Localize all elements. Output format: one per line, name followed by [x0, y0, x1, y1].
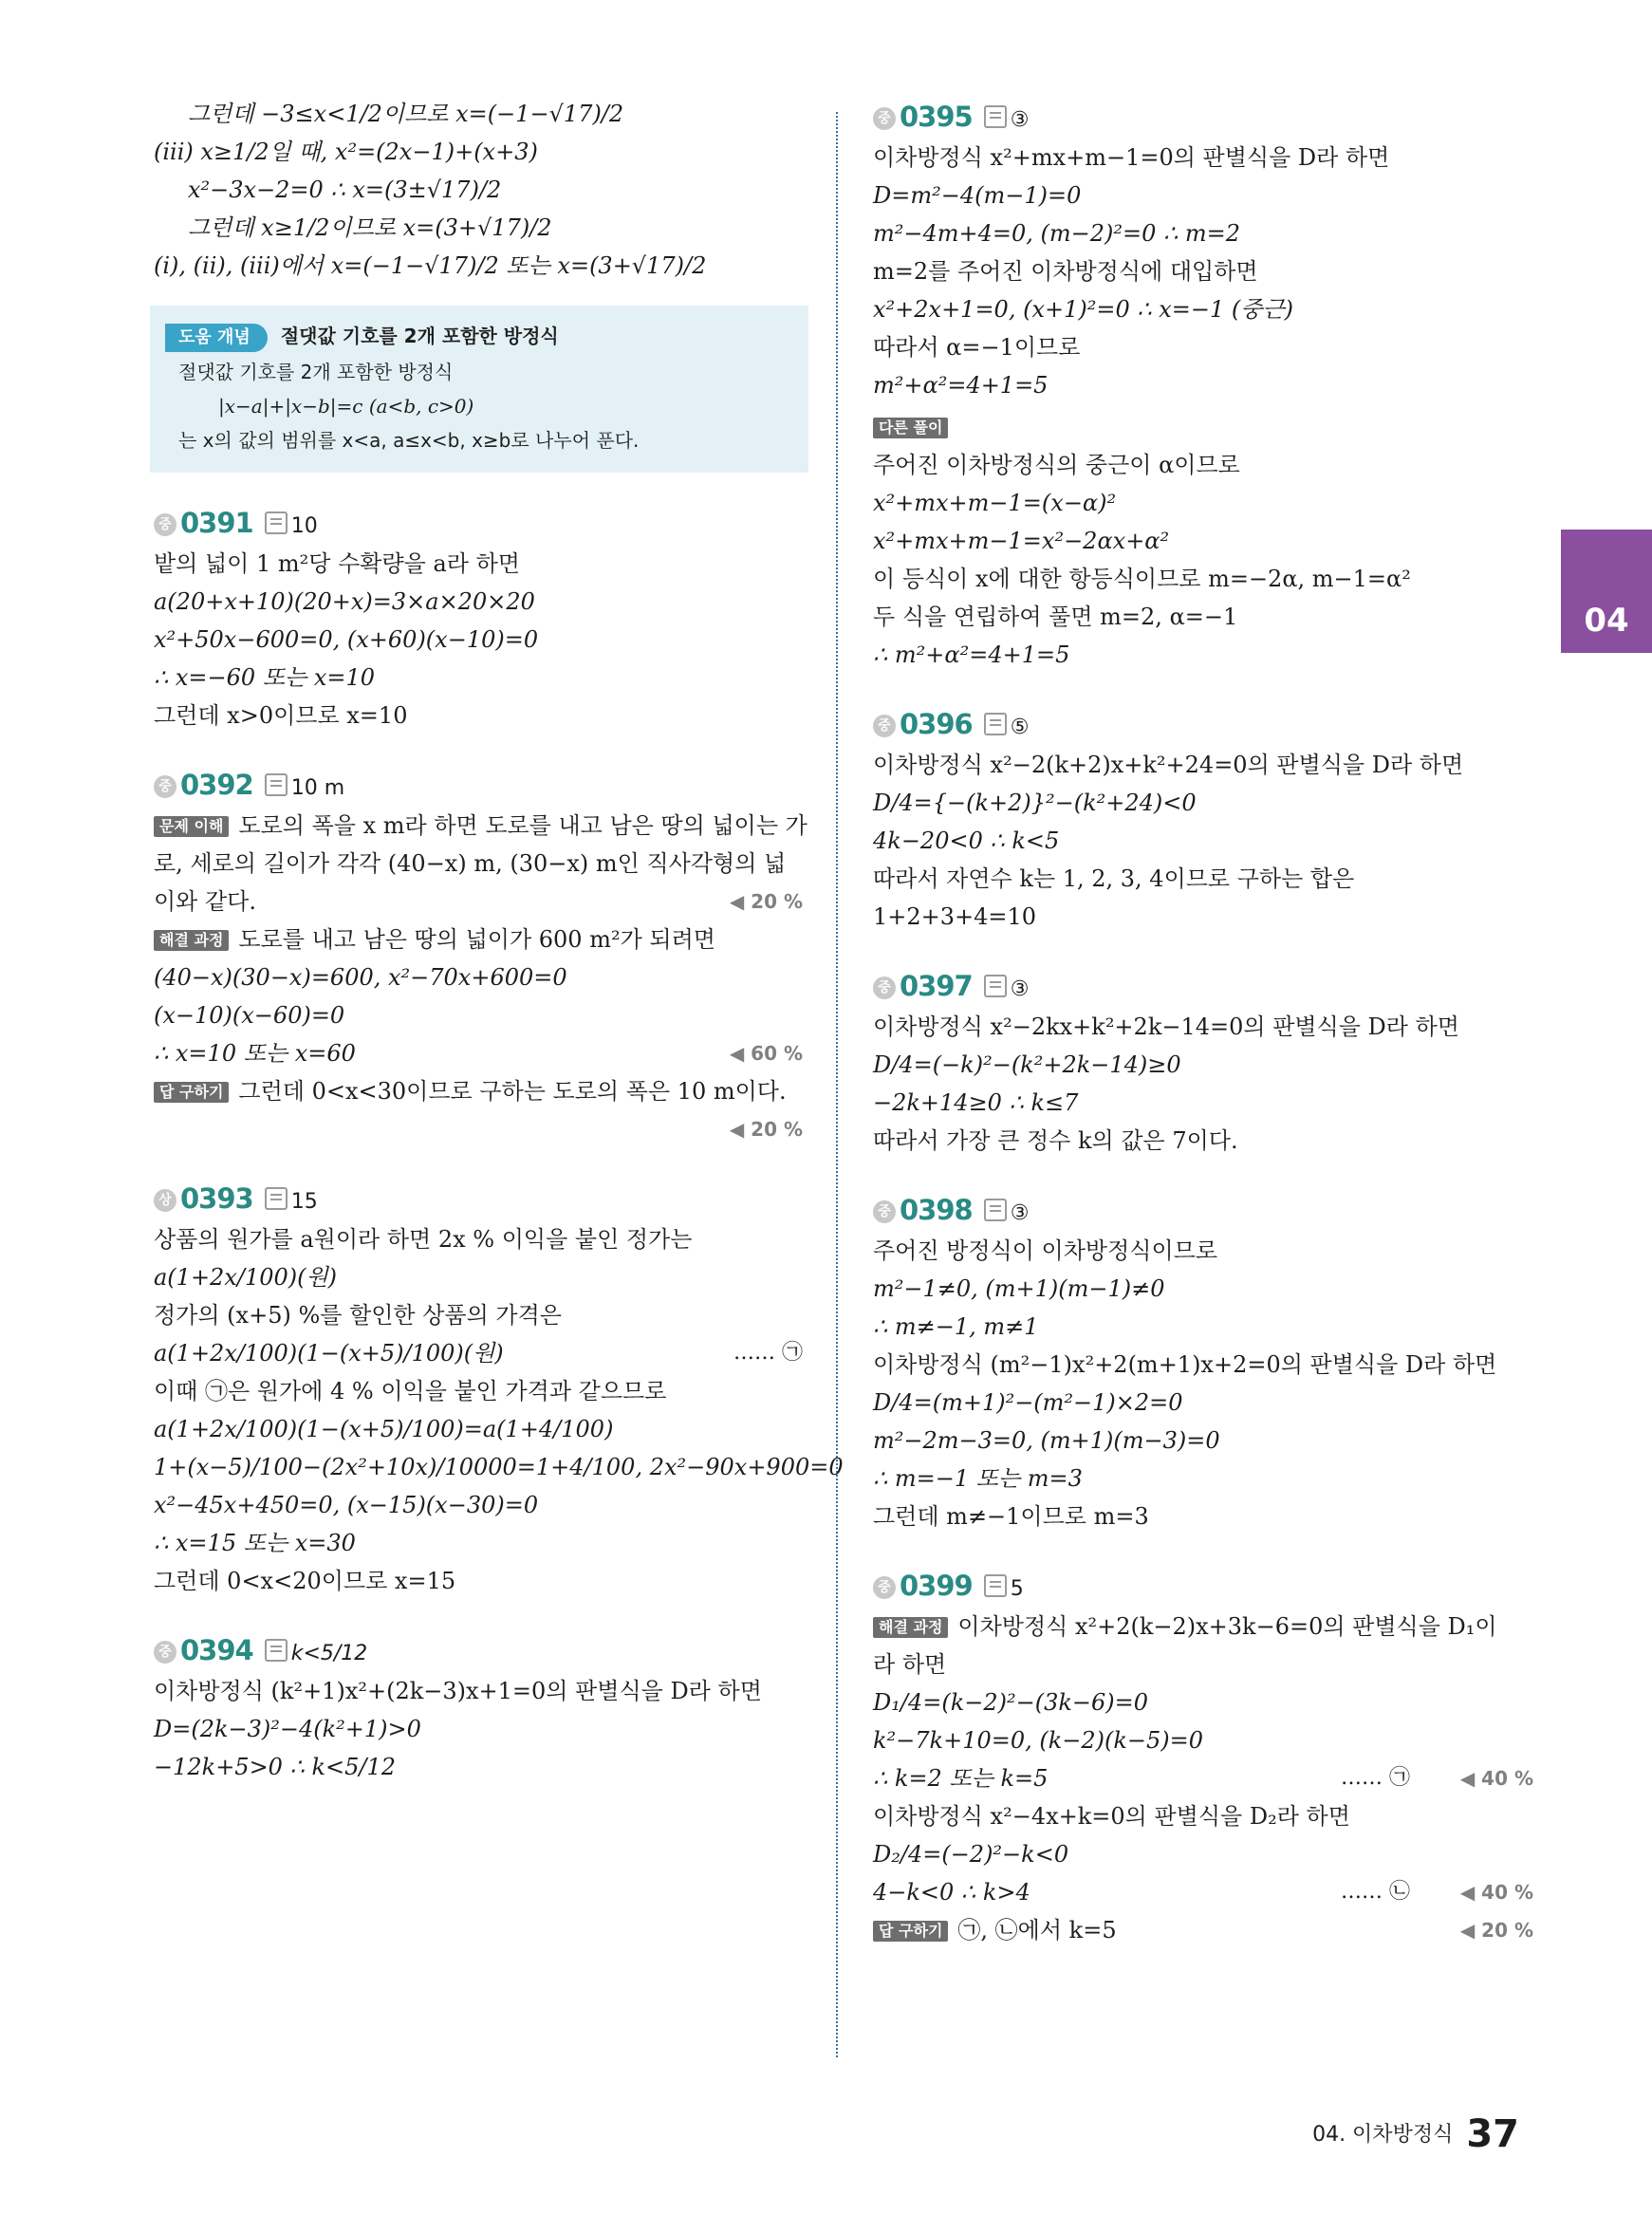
solution-line: (x−10)(x−60)=0: [154, 1002, 345, 1029]
step-tag: 해결 과정: [154, 930, 229, 951]
question-header: [873, 964, 1537, 1008]
question-number: 0396: [900, 708, 973, 740]
solution-line: 따라서 α=−1이므로: [873, 334, 1081, 361]
answer-value: k<5/12: [290, 1642, 368, 1665]
solution-line: 주어진 이차방정식의 중근이 α이므로: [873, 452, 1240, 478]
solution-line: 따라서 가장 큰 정수 k의 값은 7이다.: [873, 1127, 1238, 1154]
question-number: 0397: [900, 970, 973, 1002]
answer-icon: [984, 1574, 1007, 1597]
level-badge: 중: [154, 513, 176, 536]
chapter-tab-label: 04: [1584, 602, 1629, 640]
score-percent: ◀ 20 %: [729, 890, 803, 913]
answer-icon: [265, 1639, 288, 1662]
solution-line: ∴ m²+α²=4+1=5: [873, 642, 1070, 668]
intro-line: 그런데 x≥1/2이므로 x=(3+√17)/2: [188, 214, 552, 241]
solution-line: D/4=(m+1)²−(m²−1)×2=0: [873, 1389, 1183, 1416]
help-box-line: 는 x의 값의 범위를 x<a, a≤x<b, x≥b로 나누어 푼다.: [178, 429, 640, 452]
answer-value: ③: [1010, 977, 1030, 1001]
question-header: [154, 763, 807, 807]
level-badge: 중: [873, 107, 896, 130]
question-header: [154, 1628, 807, 1672]
solution-line: m²−1≠0, (m+1)(m−1)≠0: [873, 1275, 1165, 1302]
solution-line: m²+α²=4+1=5: [873, 372, 1049, 399]
solution-line: x²+50x−600=0, (x+60)(x−10)=0: [154, 626, 539, 653]
question-number: 0398: [900, 1194, 973, 1226]
column-divider: [836, 112, 838, 2057]
answer-value: 15: [290, 1190, 318, 1214]
solution-line: D/4=(−k)²−(k²+2k−14)≥0: [873, 1051, 1181, 1078]
answer-icon: [984, 713, 1007, 735]
equation-marker: …… ㉡: [1341, 1880, 1410, 1904]
solution-line: 이차방정식 x²−2kx+k²+2k−14=0의 판별식을 D라 하면: [873, 1014, 1459, 1040]
step-tag: 해결 과정: [873, 1617, 948, 1638]
level-badge: 중: [873, 976, 896, 999]
help-box: [150, 306, 808, 473]
score-percent: ◀ 40 %: [1459, 1767, 1533, 1790]
question-header: [873, 95, 1537, 139]
step-tag: 답 구하기: [154, 1082, 229, 1103]
level-badge: 상: [154, 1189, 176, 1212]
solution-line: 1+2+3+4=10: [873, 903, 1037, 930]
level-badge: 중: [873, 715, 896, 737]
level-badge: 중: [154, 1641, 176, 1664]
help-box-tag: 도움 개념: [165, 324, 268, 352]
solution-line: ∴ x=10 또는 x=60: [154, 1040, 356, 1067]
solution-line: m²−4m+4=0, (m−2)²=0 ∴ m=2: [873, 220, 1241, 247]
help-box-header: [165, 317, 789, 355]
intro-line: (iii) x≥1/2일 때, x²=(2x−1)+(x+3): [154, 139, 538, 165]
score-percent: ◀ 20 %: [729, 1118, 803, 1141]
question-number: 0394: [180, 1634, 253, 1666]
solution-line: D=(2k−3)²−4(k²+1)>0: [154, 1716, 421, 1742]
solution-line: x²+mx+m−1=x²−2αx+α²: [873, 528, 1170, 554]
alt-solution-tag: 다른 풀이: [873, 418, 948, 438]
solution-line: a(20+x+10)(20+x)=3×a×20×20: [154, 588, 535, 615]
answer-icon: [984, 105, 1007, 128]
solution-line: 이차방정식 x²+2(k−2)x+3k−6=0의 판별식을 D₁이: [957, 1613, 1497, 1640]
solution-line: 정가의 (x+5) %를 할인한 상품의 가격은: [154, 1302, 562, 1329]
solution-line: 4k−20<0 ∴ k<5: [873, 828, 1060, 854]
score-percent: ◀ 40 %: [1459, 1881, 1533, 1904]
level-badge: 중: [873, 1576, 896, 1599]
question-number: 0393: [180, 1182, 253, 1215]
help-box-title: 절댓값 기호를 2개 포함한 방정식: [280, 325, 559, 347]
solution-line: a(1+2x/100)(원): [154, 1264, 338, 1291]
question-header: [154, 1177, 807, 1220]
answer-icon: [984, 1199, 1007, 1221]
solution-line: 라 하면: [873, 1651, 947, 1678]
help-box-line: |x−a|+|x−b|=c (a<b, c>0): [218, 395, 474, 418]
solution-line: 이차방정식 (k²+1)x²+(2k−3)x+1=0의 판별식을 D라 하면: [154, 1678, 762, 1704]
intro-line: (i), (ii), (iii)에서 x=(−1−√17)/2 또는 x=(3+√17)/2: [154, 252, 707, 279]
chapter-tab[interactable]: [1561, 530, 1652, 653]
solution-line: 4−k<0 ∴ k>4: [873, 1879, 1030, 1906]
equation-marker: …… ㉠: [1341, 1766, 1410, 1790]
solution-line: 밭의 넓이 1 m²당 수확량을 a라 하면: [154, 550, 520, 577]
score-percent: ◀ 20 %: [1459, 1919, 1533, 1942]
solution-line: D/4={−(k+2)}²−(k²+24)<0: [873, 790, 1197, 816]
question-number: 0395: [900, 101, 973, 133]
question-header: [154, 501, 807, 545]
step-tag: 답 구하기: [873, 1921, 948, 1942]
solution-line: 로, 세로의 길이가 각각 (40−x) m, (30−x) m인 직사각형의 넓: [154, 850, 787, 877]
solution-line: 주어진 방정식이 이차방정식이므로: [873, 1237, 1218, 1264]
answer-icon: [984, 975, 1007, 997]
solution-line: 이 등식이 x에 대한 항등식이므로 m=−2α, m−1=α²: [873, 566, 1411, 592]
step-tag: 문제 이해: [154, 816, 229, 837]
left-column: [154, 95, 844, 1786]
level-badge: 중: [154, 775, 176, 798]
answer-icon: [265, 1187, 288, 1210]
answer-icon: [265, 773, 288, 796]
solution-line: ㉠, ㉡에서 k=5: [957, 1917, 1117, 1943]
solution-line: −12k+5>0 ∴ k<5/12: [154, 1754, 397, 1780]
answer-value: 10: [290, 514, 318, 538]
solution-line: x²+mx+m−1=(x−α)²: [873, 490, 1117, 516]
solution-line: m=2를 주어진 이차방정식에 대입하면: [873, 258, 1258, 285]
answer-icon: [265, 511, 288, 534]
solution-line: 상품의 원가를 a원이라 하면 2x % 이익을 붙인 정가는: [154, 1226, 693, 1253]
answer-value: ③: [1010, 1201, 1030, 1225]
solution-line: (40−x)(30−x)=600, x²−70x+600=0: [154, 964, 567, 991]
score-percent: ◀ 60 %: [729, 1042, 803, 1065]
solution-line: 1+(x−5)/100−(2x²+10x)/10000=1+4/100, 2x²−90x+900=0: [154, 1454, 844, 1480]
help-box-line: 절댓값 기호를 2개 포함한 방정식: [178, 361, 454, 383]
solution-line: 그런데 m≠−1이므로 m=3: [873, 1503, 1149, 1530]
page-footer: [1312, 2112, 1519, 2156]
solution-line: k²−7k+10=0, (k−2)(k−5)=0: [873, 1727, 1204, 1754]
level-badge: 중: [873, 1200, 896, 1223]
solution-line: 도로를 내고 남은 땅의 넓이가 600 m²가 되려면: [238, 926, 715, 953]
answer-value: ⑤: [1010, 716, 1030, 739]
solution-line: ∴ m=−1 또는 m=3: [873, 1465, 1083, 1492]
solution-line: D₂/4=(−2)²−k<0: [873, 1841, 1069, 1868]
solution-line: 그런데 x>0이므로 x=10: [154, 702, 408, 729]
solution-line: ∴ x=15 또는 x=30: [154, 1530, 356, 1556]
solution-line: 이차방정식 (m²−1)x²+2(m+1)x+2=0의 판별식을 D라 하면: [873, 1351, 1497, 1378]
solution-line: ∴ x=−60 또는 x=10: [154, 664, 376, 691]
solution-line: m²−2m−3=0, (m+1)(m−3)=0: [873, 1427, 1220, 1454]
solution-line: 따라서 자연수 k는 1, 2, 3, 4이므로 구하는 합은: [873, 865, 1355, 892]
answer-value: 10 m: [290, 776, 345, 800]
intro-line: x²−3x−2=0 ∴ x=(3±√17)/2: [188, 177, 502, 203]
answer-value: 5: [1010, 1577, 1024, 1601]
solution-line: a(1+2x/100)(1−(x+5)/100)(원): [154, 1340, 504, 1367]
solution-line: 이와 같다.: [154, 888, 256, 915]
footer-chapter-label: 04. 이차방정식: [1312, 2123, 1454, 2147]
solution-line: D=m²−4(m−1)=0: [873, 182, 1082, 209]
solution-line: ∴ m≠−1, m≠1: [873, 1313, 1039, 1340]
solution-line: 이차방정식 x²−4x+k=0의 판별식을 D₂라 하면: [873, 1803, 1350, 1830]
right-column: [873, 95, 1537, 1949]
solution-line: 도로의 폭을 x m라 하면 도로를 내고 남은 땅의 넓이는 가: [238, 812, 807, 839]
solution-line: 이차방정식 x²−2(k+2)x+k²+24=0의 판별식을 D라 하면: [873, 752, 1464, 778]
intro-line: 그런데 −3≤x<1/2이므로 x=(−1−√17)/2: [188, 101, 624, 127]
question-header: [873, 1188, 1537, 1232]
solution-line: D₁/4=(k−2)²−(3k−6)=0: [873, 1689, 1149, 1716]
solution-line: x²+2x+1=0, (x+1)²=0 ∴ x=−1 (중근): [873, 296, 1294, 323]
solution-line: −2k+14≥0 ∴ k≤7: [873, 1089, 1079, 1116]
answer-value: ③: [1010, 108, 1030, 132]
solution-line: ∴ k=2 또는 k=5: [873, 1765, 1049, 1792]
question-number: 0392: [180, 769, 253, 801]
solution-line: 두 식을 연립하여 풀면 m=2, α=−1: [873, 604, 1238, 630]
page-number: 37: [1466, 2112, 1519, 2156]
solution-line: 그런데 0<x<30이므로 구하는 도로의 폭은 10 m이다.: [238, 1078, 787, 1105]
solution-line: 이차방정식 x²+mx+m−1=0의 판별식을 D라 하면: [873, 144, 1390, 171]
question-header: [873, 1564, 1537, 1608]
equation-marker: …… ㉠: [733, 1341, 803, 1365]
question-number: 0399: [900, 1570, 973, 1602]
solution-line: a(1+2x/100)(1−(x+5)/100)=a(1+4/100): [154, 1416, 614, 1442]
question-number: 0391: [180, 507, 253, 539]
solution-line: 이때 ㉠은 원가에 4 % 이익을 붙인 가격과 같으므로: [154, 1378, 667, 1404]
solution-line: x²−45x+450=0, (x−15)(x−30)=0: [154, 1492, 539, 1518]
solution-line: 그런데 0<x<20이므로 x=15: [154, 1568, 456, 1594]
question-header: [873, 702, 1537, 746]
